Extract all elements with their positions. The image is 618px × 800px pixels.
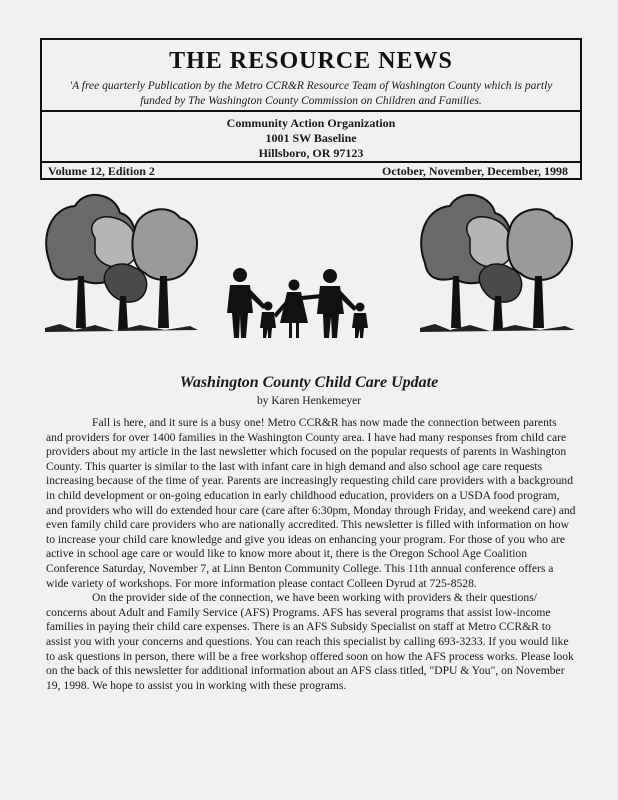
organization-city: Hillsboro, OR 97123 [258, 146, 364, 160]
organization-street: 1001 SW Baseline [265, 131, 357, 145]
volume-edition: Volume 12, Edition 2 [48, 164, 155, 178]
article-title: Washington County Child Care Update [179, 374, 439, 391]
newsletter-title: THE RESOURCE NEWS [169, 48, 453, 74]
family-figures-illustration [227, 268, 368, 338]
masthead-divider-bottom [42, 161, 580, 163]
subtitle-line-2: funded by The Washington County Commission on Children and Families. [140, 95, 482, 107]
issue-date: October, November, December, 1998 [382, 164, 568, 178]
right-trees-illustration [420, 195, 575, 332]
article-body [46, 416, 576, 693]
organization-address [42, 116, 580, 161]
subtitle-line-1: 'A free quarterly Publication by the Metro CCR&R Resource Team of Washington County which is partly [69, 80, 553, 92]
masthead [40, 38, 582, 180]
left-trees-illustration [45, 195, 198, 332]
organization-name: Community Action Organization [226, 116, 396, 130]
article-byline: by Karen Henkemeyer [256, 395, 362, 407]
trees-and-family-illustration [40, 188, 582, 338]
article-paragraph-1: Fall is here, and it sure is a busy one! Metro CCR&R has now made the connection between parents and providers for over 1400 families in the Washington County area. I have had many responses from child care providers about my article in the last newsletter which focused on the popular requests of parents in Washington County. This quarter is similar to the last with infant care in high demand and also school age care requests increasing because of the time of year. Parents are increasingly requesting child care providers with a background in child development or on-going education in early childhood education, providers on a USDA food program, and providers who will do extended hour care (care after 6:30pm, Monday through Friday, and weekend care) and even family child care providers who are nationally accredited. This newsletter is filled with information on how to increase your child care knowledge and give you ideas on enhancing your program. For those of you who are active in school age care or would like to know more about it, there is the Oregon School Age Coalition Conference Saturday, November 7, at Linn Benton Community College. This 11th annual conference offers a wide variety of workshops. For more information please contact Colleen Dyrud at 725-8528. [46, 416, 576, 590]
masthead-divider-top [42, 110, 580, 112]
article-paragraph-2: On the provider side of the connection, we have been working with providers & their questions/ concerns about Adult and Family Service (AFS) Programs. AFS has several programs that assist low-income families in paying their child care expenses. There is an AFS Subsidy Specialist on staff at Metro CCR&R to assist you with your concerns and questions. You can reach this specialist by calling 693-3233. If you would like to ask questions in person, there will be a free workshop offered soon on how the AFS process works. Please look on the back of this newsletter for additional information about an AFS class titled, "DPU & You", on November 19, 1998. We hope to assist you in working with these programs. [46, 591, 574, 692]
newsletter-subtitle [52, 79, 570, 109]
